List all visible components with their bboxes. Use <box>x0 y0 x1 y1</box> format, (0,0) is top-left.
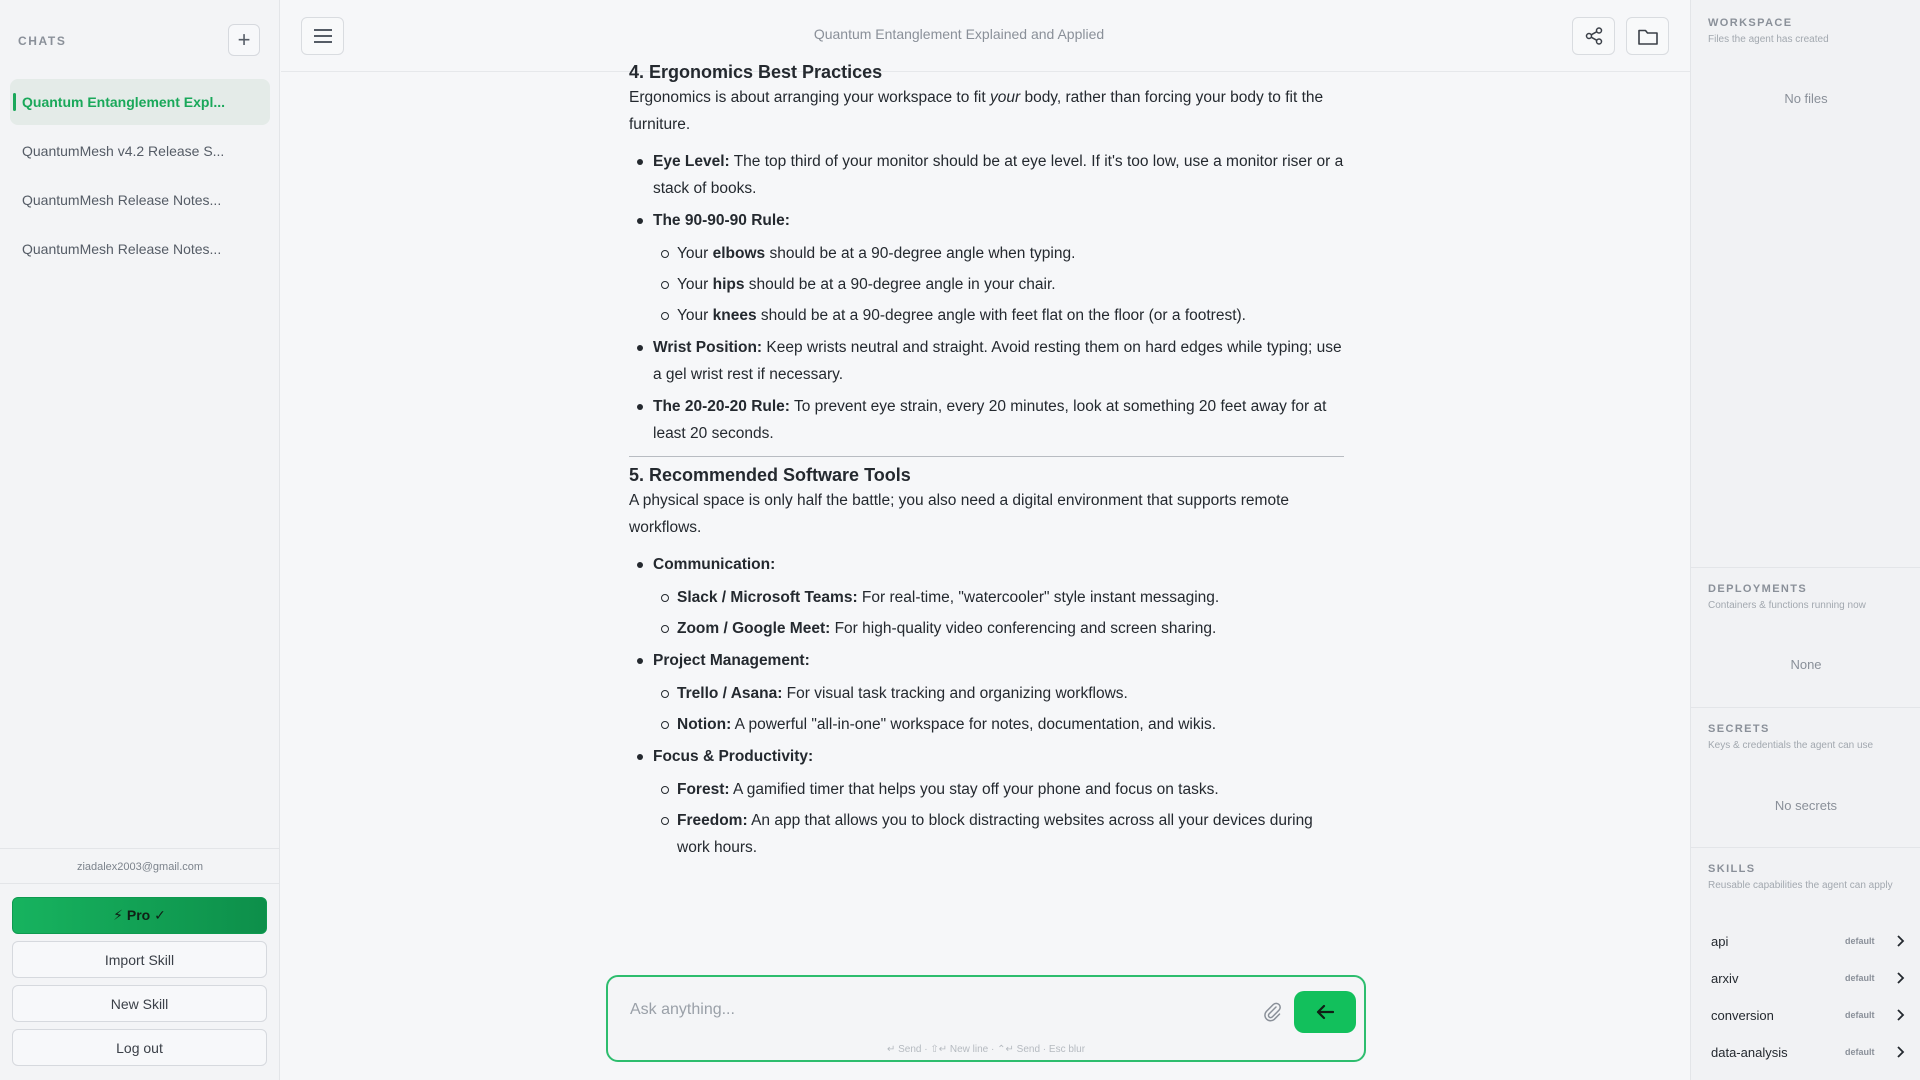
list-item: Your elbows should be at a 90-degree angle when typing. <box>653 240 1344 267</box>
chat-list <box>10 79 270 275</box>
skills-section <box>1691 847 1920 1080</box>
folder-button[interactable] <box>1626 17 1669 55</box>
chat-item[interactable] <box>10 177 270 223</box>
folder-icon <box>1638 28 1658 45</box>
list-item: Trello / Asana: For visual task tracking and organizing workflows. <box>653 680 1344 707</box>
list-item: The 20-20-20 Rule: To prevent eye strain, every 20 minutes, look at something 20 feet away for at least 20 seconds. <box>629 393 1344 447</box>
new-skill-button[interactable]: New Skill <box>12 985 267 1022</box>
list-item: Freedom: An app that allows you to block distracting websites across all your devices during work hours. <box>653 807 1344 861</box>
chevron-right-icon <box>1895 1008 1905 1022</box>
skills-subtitle: Reusable capabilities the agent can apply <box>1708 880 1893 891</box>
arrow-left-icon <box>1316 1004 1334 1020</box>
skill-name: conversion <box>1711 1007 1774 1023</box>
paperclip-icon <box>1262 1001 1282 1023</box>
section-heading: 4. Ergonomics Best Practices <box>629 62 883 82</box>
skill-name: api <box>1711 933 1729 949</box>
plus-icon: + <box>237 27 251 52</box>
right-panel <box>1690 0 1920 1080</box>
list-item: Focus & Productivity: Forest: A gamified timer that helps you stay off your phone and focus on tasks. Freedom: An app that allows you to block distracting websites across all your devices during work hours. <box>629 743 1344 861</box>
user-email: ziadalex2003@gmail.com <box>76 861 204 873</box>
list-item: Your knees should be at a 90-degree angle with feet flat on the floor (or a footrest). <box>653 302 1344 329</box>
chat-item[interactable] <box>10 128 270 174</box>
pro-button[interactable]: ⚡ Pro ✓ <box>12 897 267 934</box>
new-chat-button[interactable] <box>228 24 260 56</box>
divider <box>629 456 1344 457</box>
list-item: Zoom / Google Meet: For high-quality video conferencing and screen sharing. <box>653 615 1344 642</box>
composer <box>606 975 1366 1062</box>
sub-list <box>653 584 1344 642</box>
chat-item[interactable] <box>10 226 270 272</box>
sidebar-footer <box>0 848 280 1080</box>
share-button[interactable] <box>1572 17 1615 55</box>
sub-list <box>653 776 1344 861</box>
skill-tag: default <box>1845 1047 1875 1057</box>
workspace-title: WORKSPACE <box>1708 17 1793 29</box>
skill-name: data-analysis <box>1711 1044 1788 1060</box>
workspace-section <box>1691 0 1920 567</box>
message-input[interactable] <box>630 997 1250 1023</box>
chat-item-label: Quantum Entanglement Expl... <box>22 94 226 110</box>
secrets-subtitle: Keys & credentials the agent can use <box>1708 740 1874 751</box>
bullet-list <box>629 551 1344 861</box>
import-skill-button[interactable]: Import Skill <box>12 941 267 978</box>
list-item: Slack / Microsoft Teams: For real-time, "watercooler" style instant messaging. <box>653 584 1344 611</box>
message-content <box>629 60 1344 866</box>
deployments-subtitle: Containers & functions running now <box>1708 600 1866 611</box>
divider <box>0 883 280 884</box>
sub-list <box>653 240 1344 329</box>
page-title: Quantum Entanglement Explained and Applied <box>813 26 1105 42</box>
workspace-subtitle: Files the agent has created <box>1708 34 1829 45</box>
logout-button[interactable]: Log out <box>12 1029 267 1066</box>
secrets-empty: No secrets <box>1774 798 1838 813</box>
deployments-empty: None <box>1790 657 1822 672</box>
sidebar-header <box>0 24 280 58</box>
chat-item[interactable] <box>10 79 270 125</box>
skill-item-data-analysis[interactable] <box>1699 1037 1911 1067</box>
list-item: Your hips should be at a 90-degree angle in your chair. <box>653 271 1344 298</box>
attach-button[interactable] <box>1262 1001 1284 1023</box>
skill-item-api[interactable] <box>1699 926 1911 956</box>
chevron-right-icon <box>1895 971 1905 985</box>
chat-item-label: QuantumMesh v4.2 Release S... <box>22 143 225 159</box>
bullet-list <box>629 148 1344 447</box>
list-item: The 90-90-90 Rule: Your elbows should be at a 90-degree angle when typing. Your hips should be at a 90-degree angle in your chair. Your knees should be at a 90-degree angle with feet flat on the floor (or a footrest). <box>629 207 1344 329</box>
sidebar <box>0 0 280 1080</box>
chevron-right-icon <box>1895 1045 1905 1059</box>
deployments-section <box>1691 567 1920 707</box>
skill-tag: default <box>1845 973 1875 983</box>
secrets-section <box>1691 707 1920 847</box>
skill-item-conversion[interactable] <box>1699 1000 1911 1030</box>
workspace-empty: No files <box>1784 91 1828 106</box>
list-item: Forest: A gamified timer that helps you stay off your phone and focus on tasks. <box>653 776 1344 803</box>
chat-item-label: QuantumMesh Release Notes... <box>22 241 222 257</box>
send-button[interactable] <box>1294 991 1356 1033</box>
chevron-right-icon <box>1895 934 1905 948</box>
composer-hint: ↵ Send · ⇧↵ New line · ⌃↵ Send · Esc blur <box>886 1044 1086 1055</box>
list-item: Notion: A powerful "all-in-one" workspace for notes, documentation, and wikis. <box>653 711 1344 738</box>
list-item: Wrist Position: Keep wrists neutral and straight. Avoid resting them on hard edges while typing; use a gel wrist rest if necessary. <box>629 334 1344 388</box>
secrets-title: SECRETS <box>1708 723 1770 735</box>
chat-item-label: QuantumMesh Release Notes... <box>22 192 222 208</box>
skill-item-arxiv[interactable] <box>1699 963 1911 993</box>
list-item: Communication: Slack / Microsoft Teams: For real-time, "watercooler" style instant messaging. Zoom / Google Meet: For high-quality video conferencing and screen sharing. <box>629 551 1344 642</box>
skill-name: arxiv <box>1711 970 1739 986</box>
share-icon <box>1585 27 1603 45</box>
paragraph: A physical space is only half the battle; you also need a digital environment that supports remote workflows. <box>629 492 1289 536</box>
section-heading: 5. Recommended Software Tools <box>629 465 911 485</box>
list-item: Project Management: Trello / Asana: For visual task tracking and organizing workflows. Notion: A powerful "all-in-one" workspace for notes, documentation, and wikis. <box>629 647 1344 738</box>
skill-tag: default <box>1845 1010 1875 1020</box>
list-item: Eye Level: The top third of your monitor should be at eye level. If it's too low, use a monitor riser or a stack of books. <box>629 148 1344 202</box>
skills-title: SKILLS <box>1708 863 1756 875</box>
paragraph: Ergonomics is about arranging your workspace to fit your body, rather than forcing your body to fit the furniture. <box>629 89 1324 133</box>
deployments-title: DEPLOYMENTS <box>1708 583 1808 595</box>
skill-tag: default <box>1845 936 1875 946</box>
sub-list <box>653 680 1344 738</box>
chats-title: CHATS <box>18 34 67 48</box>
